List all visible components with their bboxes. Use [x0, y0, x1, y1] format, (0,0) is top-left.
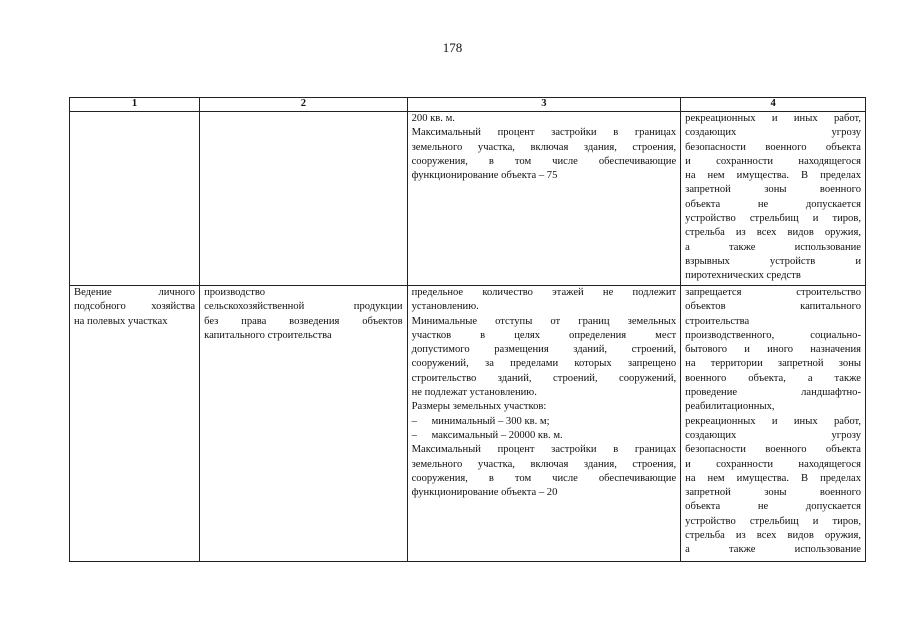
text-line: устройство стрельбищ и тиров,	[685, 515, 861, 527]
list-item-text: максимальный – 20000 кв. м.	[431, 429, 563, 441]
text-line: Минимальные отступы от границ земельных	[411, 315, 677, 327]
list-item-text: минимальный – 300 кв. м;	[431, 415, 550, 427]
text-line: объекта не допускается	[685, 501, 861, 513]
text-line: стрельба из всех видов оружия,	[685, 530, 861, 542]
text-line: стрельба из всех видов оружия,	[685, 227, 861, 239]
table-cell	[407, 286, 681, 562]
text-line: и сохранности находящегося	[685, 458, 861, 470]
text-line: и сохранности находящегося	[685, 155, 861, 167]
table-cell	[681, 286, 866, 562]
text-line: установлению.	[411, 301, 479, 313]
text-line: проведение ландшафтно-	[685, 387, 861, 399]
text-line: допустимого размещения зданий, строений,	[411, 344, 677, 356]
text-line: а также использование	[685, 544, 861, 556]
column-header-3: 3	[407, 98, 681, 112]
text-line: сооружения, в том числе обеспечивающие	[411, 155, 677, 167]
text-line: производство	[204, 287, 266, 298]
text-line: строительства	[685, 315, 750, 327]
list-item	[412, 415, 677, 429]
text-line: функционирование объекта – 75	[411, 170, 558, 182]
text-line: создающих угрозу	[685, 429, 861, 441]
text-line: безопасности военного объекта	[685, 141, 861, 153]
text-line: на территории запретной зоны	[685, 358, 861, 370]
text-line: сельскохозяйственной продукции	[204, 301, 403, 313]
text-line: создающих угрозу	[685, 127, 861, 139]
cell-text-block	[412, 112, 677, 183]
text-line: Размеры земельных участков:	[411, 401, 547, 413]
dash-marker: –	[411, 415, 417, 427]
text-line: земельного участка, включая здания, строения,	[411, 141, 677, 153]
text-line: предельное количество этажей не подлежит	[411, 287, 677, 298]
text-line: 200 кв. м.	[411, 113, 455, 124]
list-item	[412, 429, 677, 443]
text-line: подсобного хозяйства	[74, 301, 196, 313]
text-line: запретной зоны военного	[685, 487, 861, 499]
text-line: сооружения, в том числе обеспечивающие	[411, 472, 677, 484]
page-number: 178	[442, 40, 463, 55]
table-cell	[407, 112, 681, 286]
text-line: рекреационных и иных работ,	[685, 113, 861, 124]
table-header-row	[70, 98, 866, 112]
text-line: запрещается строительство	[685, 287, 861, 298]
text-line: пиротехнических средств	[685, 270, 801, 282]
text-line: объектов капитального	[685, 301, 861, 313]
table-cell	[70, 112, 200, 286]
text-line: капитального строительства	[204, 329, 332, 341]
text-line: на нем имущества. В пределах	[685, 170, 861, 182]
table-row	[70, 112, 866, 286]
table-cell	[200, 286, 408, 562]
column-header-2: 2	[200, 98, 408, 112]
text-line: Максимальный процент застройки в границах	[411, 444, 677, 456]
column-header-4: 4	[681, 98, 866, 112]
column-header-1: 1	[70, 98, 200, 112]
text-line: рекреационных и иных работ,	[685, 415, 861, 427]
text-line: не подлежат установлению.	[411, 387, 537, 399]
cell-text-block	[685, 112, 861, 284]
text-line: Ведение личного	[74, 287, 196, 298]
table-cell	[200, 112, 408, 286]
text-line: а также использование	[685, 241, 861, 253]
text-line: на нем имущества. В пределах	[685, 472, 861, 484]
table-cell	[681, 112, 866, 286]
text-line: строительство зданий, строений, сооружений,	[411, 372, 677, 384]
text-line: устройство стрельбищ и тиров,	[685, 213, 861, 225]
text-line: бытового и иного назначения	[685, 344, 861, 356]
text-line: сооружений, за пределами которых запрещено	[411, 358, 677, 370]
text-line: земельного участка, включая здания, строения,	[411, 458, 677, 470]
text-line: без права возведения объектов	[204, 315, 403, 327]
cell-text-block	[685, 286, 861, 561]
text-line: производственного, социально-	[685, 329, 861, 341]
text-line: Максимальный процент застройки в границах	[411, 127, 677, 139]
text-line: взрывных устройств и	[685, 255, 861, 267]
table-row	[70, 286, 866, 562]
text-line: безопасности военного объекта	[685, 444, 861, 456]
text-line: запретной зоны военного	[685, 184, 861, 196]
text-line: на полевых участках	[74, 315, 168, 327]
dash-marker: –	[411, 429, 417, 441]
text-line: военного объекта, а также	[685, 372, 861, 384]
text-line: реабилитационных,	[685, 401, 775, 413]
text-line: объекта не допускается	[685, 198, 861, 210]
table-cell	[70, 286, 200, 562]
text-line: участков в целях определения мест	[411, 329, 677, 341]
regulations-table	[69, 97, 866, 562]
text-line: функционирование объекта – 20	[411, 487, 558, 499]
